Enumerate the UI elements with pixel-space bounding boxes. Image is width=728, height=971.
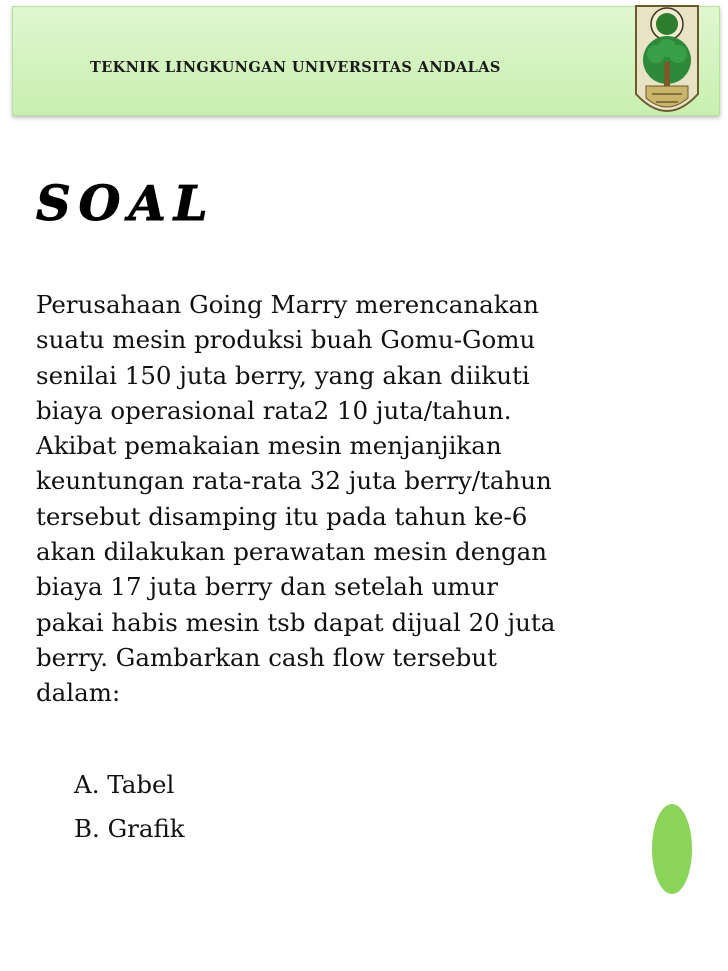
list-item: A. Tabel — [74, 770, 175, 799]
text-line: pakai habis mesin tsb dapat dijual 20 juta — [36, 607, 556, 637]
text-line: suatu mesin produksi buah Gomu-Gomu — [36, 325, 536, 355]
text-line: dalam: — [36, 678, 121, 708]
text-line: akan dilakukan perawatan mesin dengan — [36, 537, 548, 567]
text-line: keuntungan rata-rata 32 juta berry/tahun — [36, 466, 552, 496]
list-item: B. Grafik — [74, 814, 185, 843]
text-line: Akibat pemakaian mesin menjanjikan — [36, 431, 502, 461]
option-list — [74, 763, 185, 851]
header-title: TEKNIK LINGKUNGAN UNIVERSITAS ANDALAS — [90, 59, 501, 76]
text-line: senilai 150 juta berry, yang akan diikuti — [36, 360, 530, 390]
text-line: biaya operasional rata2 10 juta/tahun. — [36, 395, 512, 425]
text-line: tersebut disamping itu pada tahun ke-6 — [36, 501, 528, 531]
decorative-pill — [652, 804, 692, 894]
text-line: biaya 17 juta berry dan setelah umur — [36, 572, 498, 602]
text-line: berry. Gambarkan cash flow tersebut — [36, 642, 497, 672]
university-seal-icon — [632, 2, 702, 130]
text-line: Perusahaan Going Marry merencanakan — [36, 290, 539, 319]
problem-text — [36, 287, 686, 711]
slide-heading: SOAL — [36, 176, 216, 232]
